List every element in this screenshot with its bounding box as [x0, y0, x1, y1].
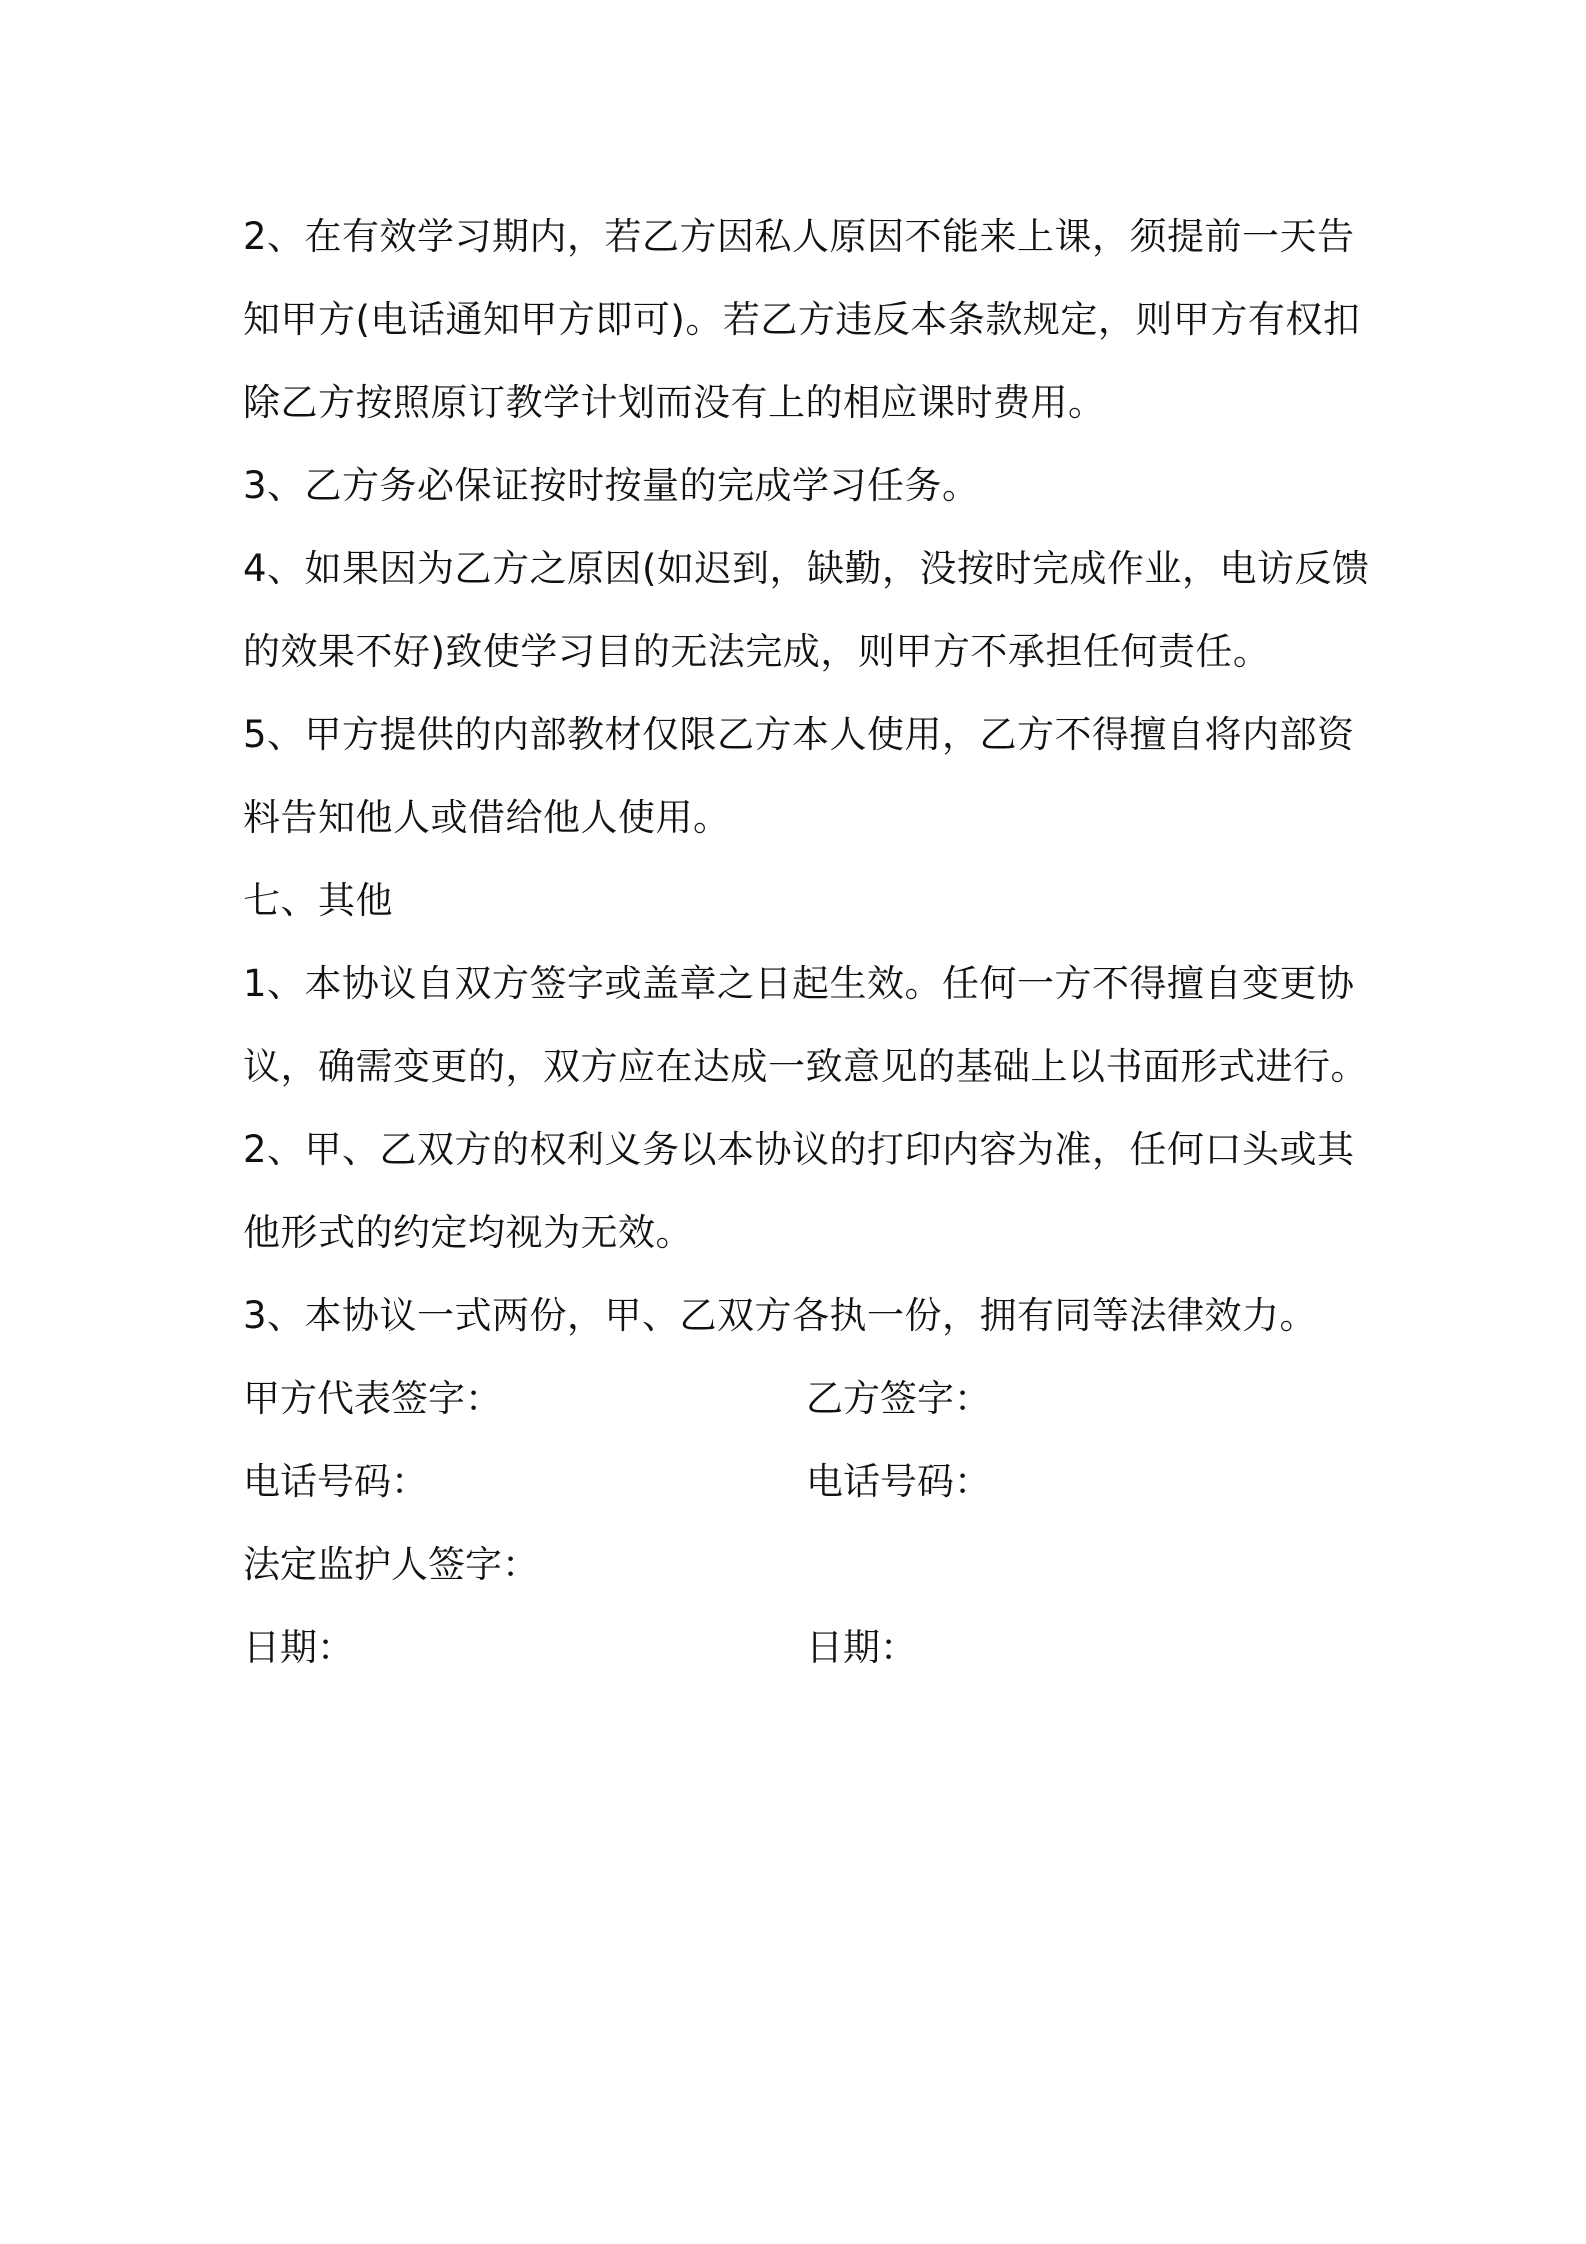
party-b-phone-label: 电话号码：: [806, 1460, 991, 1503]
clause-5-line-1: 5、甲方提供的内部教材仅限乙方本人使用，乙方不得擅自将内部资: [243, 713, 1355, 756]
date-row: [243, 1606, 1358, 1689]
clause-2-line-1: 2、在有效学习期内，若乙方因私人原因不能来上课，须提前一天告: [243, 215, 1355, 258]
section-heading-other: 七、其他: [243, 879, 393, 922]
signature-row: [243, 1357, 1358, 1440]
phone-row: [243, 1440, 1358, 1523]
other-clause-2-line-1: 2、甲、乙双方的权利义务以本协议的打印内容为准，任何口头或其: [243, 1128, 1355, 1171]
other-clause-3: 3、本协议一式两份，甲、乙双方各执一份，拥有同等法律效力。: [243, 1294, 1318, 1337]
guardian-signature-label: 法定监护人签字：: [243, 1543, 539, 1586]
clause-3: 3、乙方务必保证按时按量的完成学习任务。: [243, 464, 980, 507]
other-clause-1-line-2: 议，确需变更的，双方应在达成一致意见的基础上以书面形式进行。: [243, 1045, 1368, 1088]
clause-5-line-2: 料告知他人或借给他人使用。: [243, 796, 731, 839]
clause-2-line-3: 除乙方按照原订教学计划而没有上的相应课时费用。: [243, 381, 1106, 424]
document-body: [243, 195, 1370, 1689]
clause-2-line-2: 知甲方(电话通知甲方即可)。若乙方违反本条款规定，则甲方有权扣: [243, 298, 1361, 341]
other-clause-1-line-1: 1、本协议自双方签字或盖章之日起生效。任何一方不得擅自变更协: [243, 962, 1355, 1005]
party-b-signature-label: 乙方签字：: [806, 1377, 991, 1420]
party-b-date-label: 日期：: [806, 1626, 917, 1669]
party-a-date-label: 日期：: [243, 1626, 354, 1669]
party-a-phone-label: 电话号码：: [243, 1460, 428, 1503]
clause-4-line-2: 的效果不好)致使学习目的无法完成，则甲方不承担任何责任。: [243, 630, 1271, 673]
guardian-row: [243, 1523, 1358, 1606]
other-clause-2-line-2: 他形式的约定均视为无效。: [243, 1211, 693, 1254]
clause-4-line-1: 4、如果因为乙方之原因(如迟到，缺勤，没按时完成作业，电访反馈: [243, 547, 1370, 590]
party-a-rep-signature-label: 甲方代表签字：: [243, 1377, 502, 1420]
